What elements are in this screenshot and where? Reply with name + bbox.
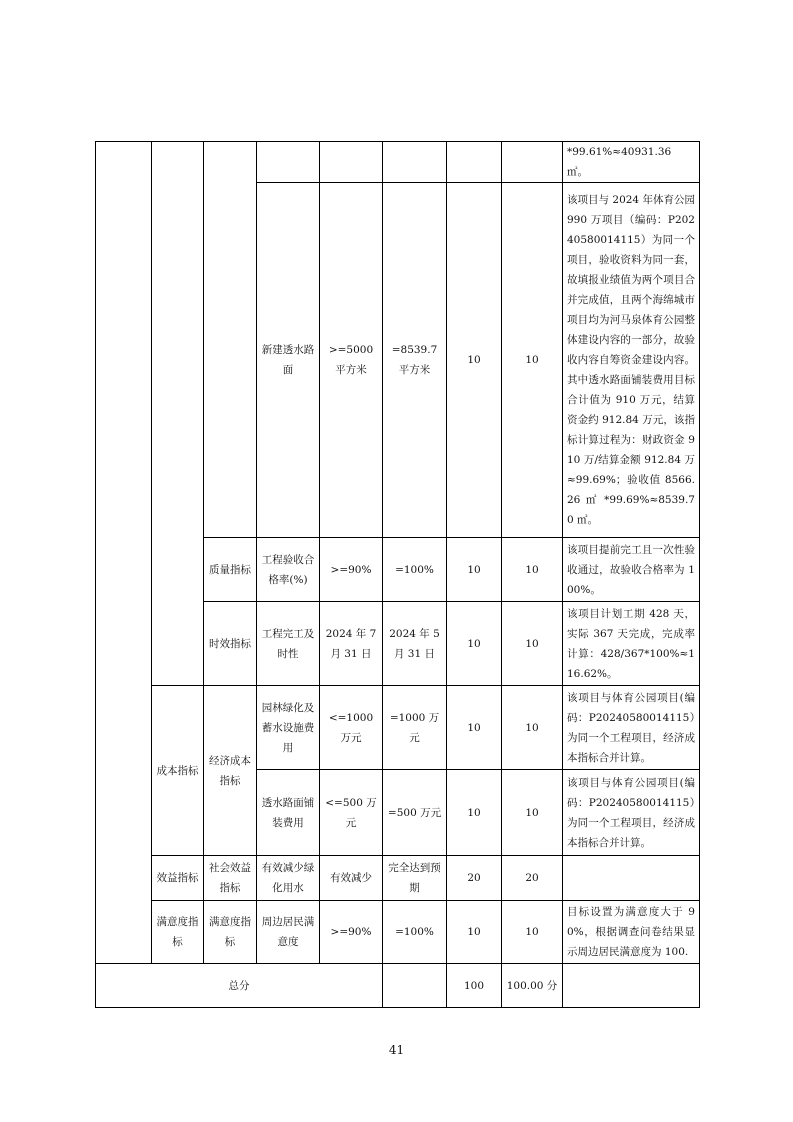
total-weight: 100 bbox=[447, 964, 502, 1008]
indicator-cell: 周边居民满意度 bbox=[257, 901, 320, 964]
actual-cell: 完全达到预期 bbox=[383, 856, 447, 901]
level3-cell: 时效指标 bbox=[204, 602, 257, 686]
indicator-cell: 园林绿化及蓄水设施费用 bbox=[257, 686, 320, 770]
level3-cell: 经济成本指标 bbox=[204, 686, 257, 856]
indicator-cell: 工程完工及时性 bbox=[257, 602, 320, 686]
table-row bbox=[96, 856, 700, 901]
score-cell: 10 bbox=[502, 538, 563, 602]
actual-cell: 2024 年 5 月 31 日 bbox=[383, 602, 447, 686]
note-cell bbox=[563, 856, 700, 901]
target-cell: <=1000 万元 bbox=[320, 686, 383, 770]
note-cell: 该项目计划工期 428 天，实际 367 天完成，完成率计算：428/367*100%≈116.62%。 bbox=[563, 602, 700, 686]
score-cell: 10 bbox=[502, 770, 563, 856]
weight-cell: 10 bbox=[447, 901, 502, 964]
level3-cell: 社会效益指标 bbox=[204, 856, 257, 901]
score-cell: 10 bbox=[502, 901, 563, 964]
score-cell: 20 bbox=[502, 856, 563, 901]
weight-cell: 10 bbox=[447, 686, 502, 770]
target-cell: >=90% bbox=[320, 901, 383, 964]
actual-cell: =500 万元 bbox=[383, 770, 447, 856]
note-cell: 该项目与 2024 年体育公园 990 万项目（编码：P20240580014115）为同一个项目，验收资料为同一套，故填报业绩值为两个项目合并完成值，且两个海绵城市项目均为河马泉体育公园整体建设内容的一部分，故验收内容自筹资金建设内容。其中透水路面铺装费用目标合计值为 910 万元，结算资金约 912.84 万元，该指标计算过程为：财政资金 910 万/结算金额 912.84 万≈99.69%；验收值 8566.26 ㎡ *99.69%≈8539.70 ㎡。 bbox=[563, 183, 700, 538]
level3-cell: 满意度指标 bbox=[204, 901, 257, 964]
weight-cell: 10 bbox=[447, 602, 502, 686]
actual-cell: =1000 万元 bbox=[383, 686, 447, 770]
total-row bbox=[96, 964, 700, 1008]
target-cell: >=90% bbox=[320, 538, 383, 602]
score-cell: 10 bbox=[502, 686, 563, 770]
table-row bbox=[96, 142, 700, 183]
table-row bbox=[96, 901, 700, 964]
target-cell: <=500 万元 bbox=[320, 770, 383, 856]
note-cell: 该项目提前完工且一次性验收通过，故验收合格率为 100%。 bbox=[563, 538, 700, 602]
score-cell: 10 bbox=[502, 183, 563, 538]
indicator-cell: 新建透水路面 bbox=[257, 183, 320, 538]
note-cell: 该项目与体育公园项目(编码：P20240580014115）为同一个工程项目，经济成本指标合并计算。 bbox=[563, 686, 700, 770]
weight-cell: 10 bbox=[447, 183, 502, 538]
weight-cell: 10 bbox=[447, 538, 502, 602]
level1-cell bbox=[96, 142, 152, 964]
performance-table bbox=[95, 141, 700, 1008]
target-cell: 2024 年 7 月 31 日 bbox=[320, 602, 383, 686]
actual-cell: =8539.7 平方米 bbox=[383, 183, 447, 538]
total-label: 总分 bbox=[96, 964, 383, 1008]
level3-cell: 质量指标 bbox=[204, 538, 257, 602]
note-cell: *99.61%≈40931.36 ㎡。 bbox=[563, 142, 700, 183]
level3-cell bbox=[204, 142, 257, 538]
weight-cell: 20 bbox=[447, 856, 502, 901]
indicator-cell: 有效减少绿化用水 bbox=[257, 856, 320, 901]
total-score: 100.00 分 bbox=[502, 964, 563, 1008]
table-row bbox=[96, 686, 700, 770]
note-cell: 该项目与体育公园项目(编码：P20240580014115）为同一个工程项目，经济成本指标合并计算。 bbox=[563, 770, 700, 856]
actual-cell: =100% bbox=[383, 538, 447, 602]
score-cell: 10 bbox=[502, 602, 563, 686]
actual-cell: =100% bbox=[383, 901, 447, 964]
note-cell: 目标设置为满意度大于 90%，根据调查问卷结果显示周边居民满意度为 100. bbox=[563, 901, 700, 964]
target-cell: 有效减少 bbox=[320, 856, 383, 901]
level2-cell: 成本指标 bbox=[152, 686, 204, 856]
level2-cell: 满意度指标 bbox=[152, 901, 204, 964]
indicator-cell: 工程验收合格率(%) bbox=[257, 538, 320, 602]
weight-cell: 10 bbox=[447, 770, 502, 856]
indicator-cell: 透水路面铺装费用 bbox=[257, 770, 320, 856]
level2-cell bbox=[152, 142, 204, 686]
page-number: 41 bbox=[388, 1043, 405, 1057]
target-cell: >=5000 平方米 bbox=[320, 183, 383, 538]
level2-cell: 效益指标 bbox=[152, 856, 204, 901]
